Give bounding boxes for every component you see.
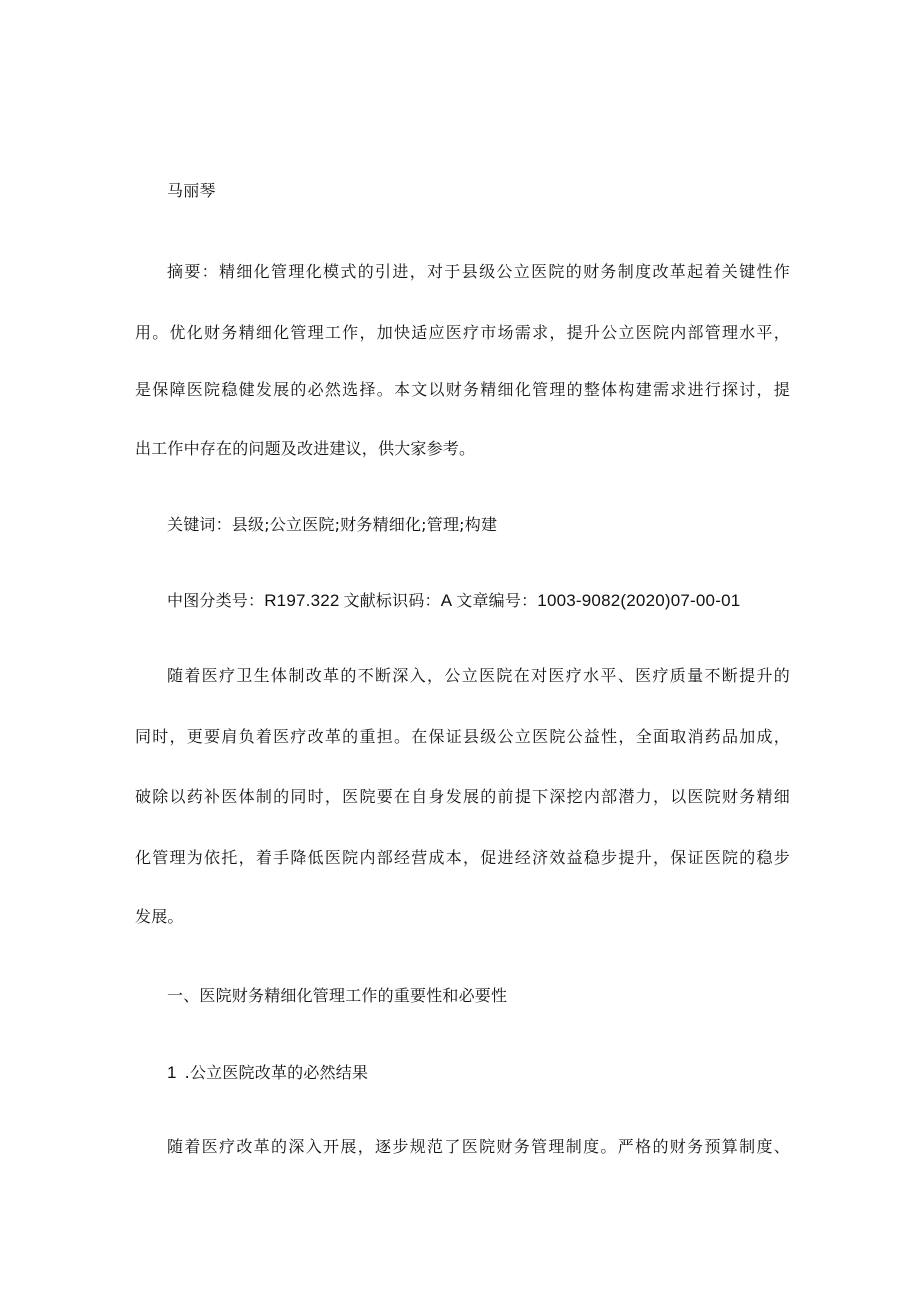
article-no-value: 1003-9082(2020)07-00-01 [537, 591, 741, 610]
section-heading: 一、医院财务精细化管理工作的重要性和必要性 [167, 986, 508, 1005]
subsection-heading [167, 1063, 790, 1083]
abstract-line: 用。优化财务精细化管理工作，加快适应医疗市场需求，提升公立医院内部管理水平， [135, 323, 790, 342]
author-name: 马丽琴 [167, 181, 216, 200]
article-no-label: 文章编号： [456, 591, 538, 610]
intro-line: 随着医疗卫生体制改革的不断深入，公立医院在对医疗水平、医疗质量不断提升的 [167, 666, 790, 685]
subsection-number: 1 [167, 1063, 177, 1082]
doc-code-value: A [440, 591, 453, 610]
keywords-line: 关键词：县级;公立医院;财务精细化;管理;构建 [167, 515, 498, 534]
abstract-line: 是保障医院稳健发展的必然选择。本文以财务精细化管理的整体构建需求进行探讨，提 [135, 380, 790, 399]
subsection-title: .公立医院改革的必然结果 [184, 1063, 369, 1082]
intro-line: 化管理为依托，着手降低医院内部经营成本，促进经济效益稳步提升，保证医院的稳步 [135, 848, 790, 867]
body-line: 随着医疗改革的深入开展，逐步规范了医院财务管理制度。严格的财务预算制度、 [167, 1137, 790, 1156]
classification-line [167, 591, 790, 611]
intro-line: 破除以药补医体制的同时，医院要在自身发展的前提下深挖内部潜力，以医院财务精细 [135, 787, 790, 806]
clc-label: 中图分类号： [167, 591, 265, 610]
intro-line: 同时，更要肩负着医疗改革的重担。在保证县级公立医院公益性，全面取消药品加成， [135, 727, 790, 746]
abstract-line: 出工作中存在的问题及改进建议，供大家参考。 [135, 439, 476, 458]
doc-code-label: 文献标识码： [343, 591, 441, 610]
abstract-line: 摘要：精细化管理化模式的引进，对于县级公立医院的财务制度改革起着关键性作 [167, 262, 790, 281]
clc-value: R197.322 [264, 591, 340, 610]
intro-line: 发展。 [135, 907, 184, 926]
